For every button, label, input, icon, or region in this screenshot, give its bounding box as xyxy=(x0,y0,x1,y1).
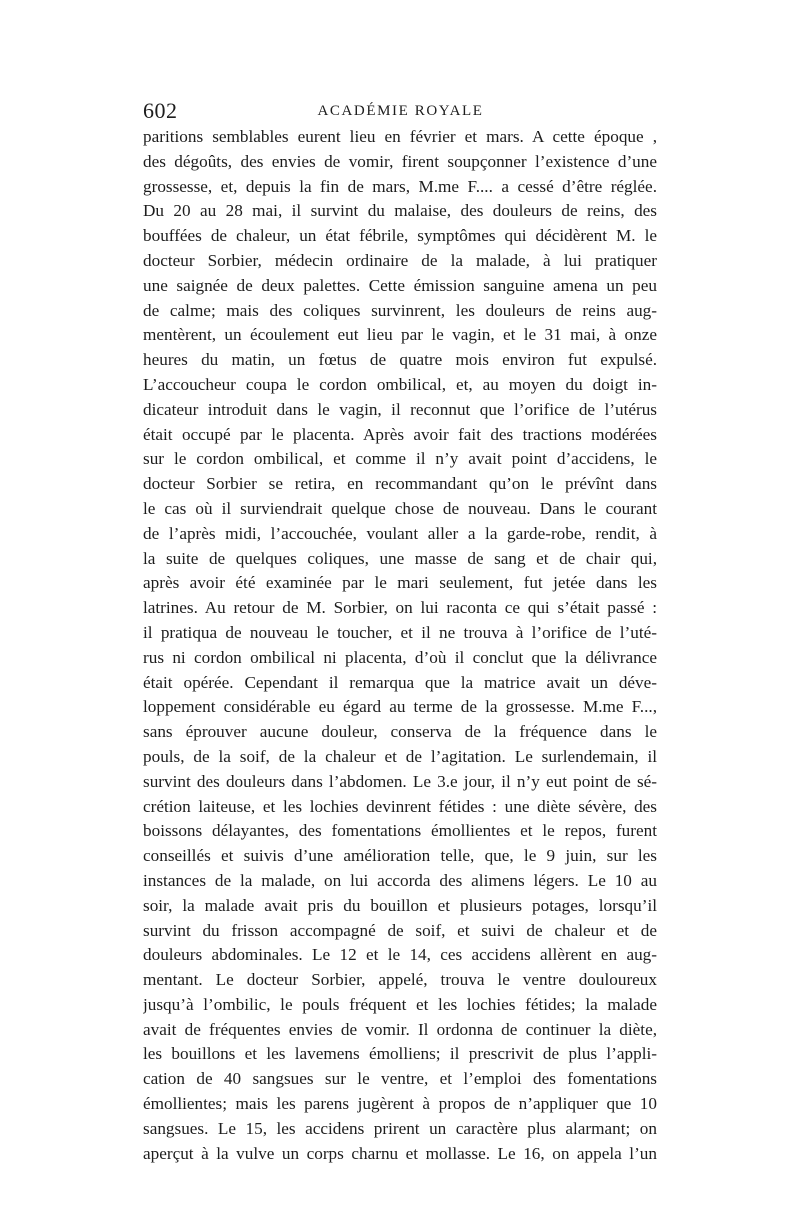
text-line: mentèrent, un écoulement eut lieu par le vagin, et le 31 mai, à onze xyxy=(143,325,657,345)
text-line: bouffées de chaleur, un état fébrile, symptômes qui décidèrent M. le xyxy=(143,226,657,246)
text-line: grossesse, et, depuis la fin de mars, M.me F.... a cessé d’être réglée. xyxy=(143,176,657,196)
text-line: dicateur introduit dans le vagin, il reconnut que l’orifice de l’utérus xyxy=(143,399,657,419)
text-line: après avoir été examinée par le mari seulement, fut jetée dans les xyxy=(143,573,657,593)
text-line: sur le cordon ombilical, et comme il n’y avait point d’accidens, le xyxy=(143,449,657,469)
text-line: soir, la malade avait pris du bouillon et plusieurs potages, lorsqu’il xyxy=(143,895,657,915)
text-line: loppement considérable eu égard au terme de la grossesse. M.me F..., xyxy=(143,697,657,717)
page-header xyxy=(143,98,658,128)
text-line: le cas où il surviendrait quelque chose de nouveau. Dans le courant xyxy=(143,498,657,518)
text-line: heures du matin, un fœtus de quatre mois environ fut expulsé. xyxy=(143,350,657,370)
text-line: survint du frisson accompagné de soif, et suivi de chaleur et de xyxy=(143,920,657,940)
text-line: avait de fréquentes envies de vomir. Il ordonna de continuer la diète, xyxy=(143,1019,657,1039)
text-line: docteur Sorbier, médecin ordinaire de la malade, à lui pratiquer xyxy=(143,250,657,270)
text-line: de l’après midi, l’accouchée, voulant aller a la garde-robe, rendit, à xyxy=(143,523,657,543)
text-line: de calme; mais des coliques survinrent, les douleurs de reins aug- xyxy=(143,300,657,320)
text-line: Du 20 au 28 mai, il survint du malaise, des douleurs de reins, des xyxy=(143,201,657,221)
text-line: des dégoûts, des envies de vomir, firent soupçonner l’existence d’une xyxy=(143,151,657,171)
text-line: était occupé par le placenta. Après avoir fait des tractions modérées xyxy=(143,424,657,444)
text-line: jusqu’à l’ombilic, le pouls fréquent et les lochies fétides; la malade xyxy=(143,994,657,1014)
text-line: mentant. Le docteur Sorbier, appelé, trouva le ventre douloureux xyxy=(143,970,657,990)
text-line: boissons délayantes, des fomentations émollientes et le repos, furent xyxy=(143,821,657,841)
text-line: rus ni cordon ombilical ni placenta, d’où il conclut que la délivrance xyxy=(143,647,657,667)
text-line: L’accoucheur coupa le cordon ombilical, et, au moyen du doigt in- xyxy=(143,374,657,394)
text-line: docteur Sorbier se retira, en recommandant qu’on le prévînt dans xyxy=(143,474,657,494)
text-line: instances de la malade, on lui accorda des alimens légers. Le 10 au xyxy=(143,870,657,890)
text-line: sans éprouver aucune douleur, conserva de la fréquence dans le xyxy=(143,722,657,742)
body-text xyxy=(143,125,657,1166)
text-line: crétion laiteuse, et les lochies devinrent fétides : une diète sévère, des xyxy=(143,796,657,816)
text-line: survint des douleurs dans l’abdomen. Le 3.e jour, il n’y eut point de sé- xyxy=(143,771,657,791)
text-line: il pratiqua de nouveau le toucher, et il ne trouva à l’orifice de l’uté- xyxy=(143,622,657,642)
text-line: cation de 40 sangsues sur le ventre, et l’emploi des fomentations xyxy=(143,1069,657,1089)
text-line: la suite de quelques coliques, une masse de sang et de chair qui, xyxy=(143,548,657,568)
text-line: émollientes; mais les parens jugèrent à propos de n’appliquer que 10 xyxy=(143,1094,657,1114)
text-line: latrines. Au retour de M. Sorbier, on lui raconta ce qui s’était passé : xyxy=(143,598,657,618)
text-line: pouls, de la soif, de la chaleur et de l’agitation. Le surlendemain, il xyxy=(143,746,657,766)
text-line: aperçut à la vulve un corps charnu et mollasse. Le 16, on appela l’un xyxy=(143,1143,657,1163)
text-line: paritions semblables eurent lieu en février et mars. A cette époque , xyxy=(143,127,657,146)
text-line: était opérée. Cependant il remarqua que la matrice avait un déve- xyxy=(143,672,657,692)
text-line: une saignée de deux palettes. Cette émission sanguine amena un peu xyxy=(143,275,657,295)
running-head: ACADÉMIE ROYALE xyxy=(317,103,484,119)
text-line: les bouillons et les lavemens émolliens; il prescrivit de plus l’appli- xyxy=(143,1044,657,1064)
page-number: 602 xyxy=(143,98,178,123)
text-line: douleurs abdominales. Le 12 et le 14, ces accidens allèrent en aug- xyxy=(143,945,657,965)
text-line: conseillés et suivis d’une amélioration telle, que, le 9 juin, sur les xyxy=(143,846,657,866)
text-line: sangsues. Le 15, les accidens prirent un caractère plus alarmant; on xyxy=(143,1118,657,1138)
